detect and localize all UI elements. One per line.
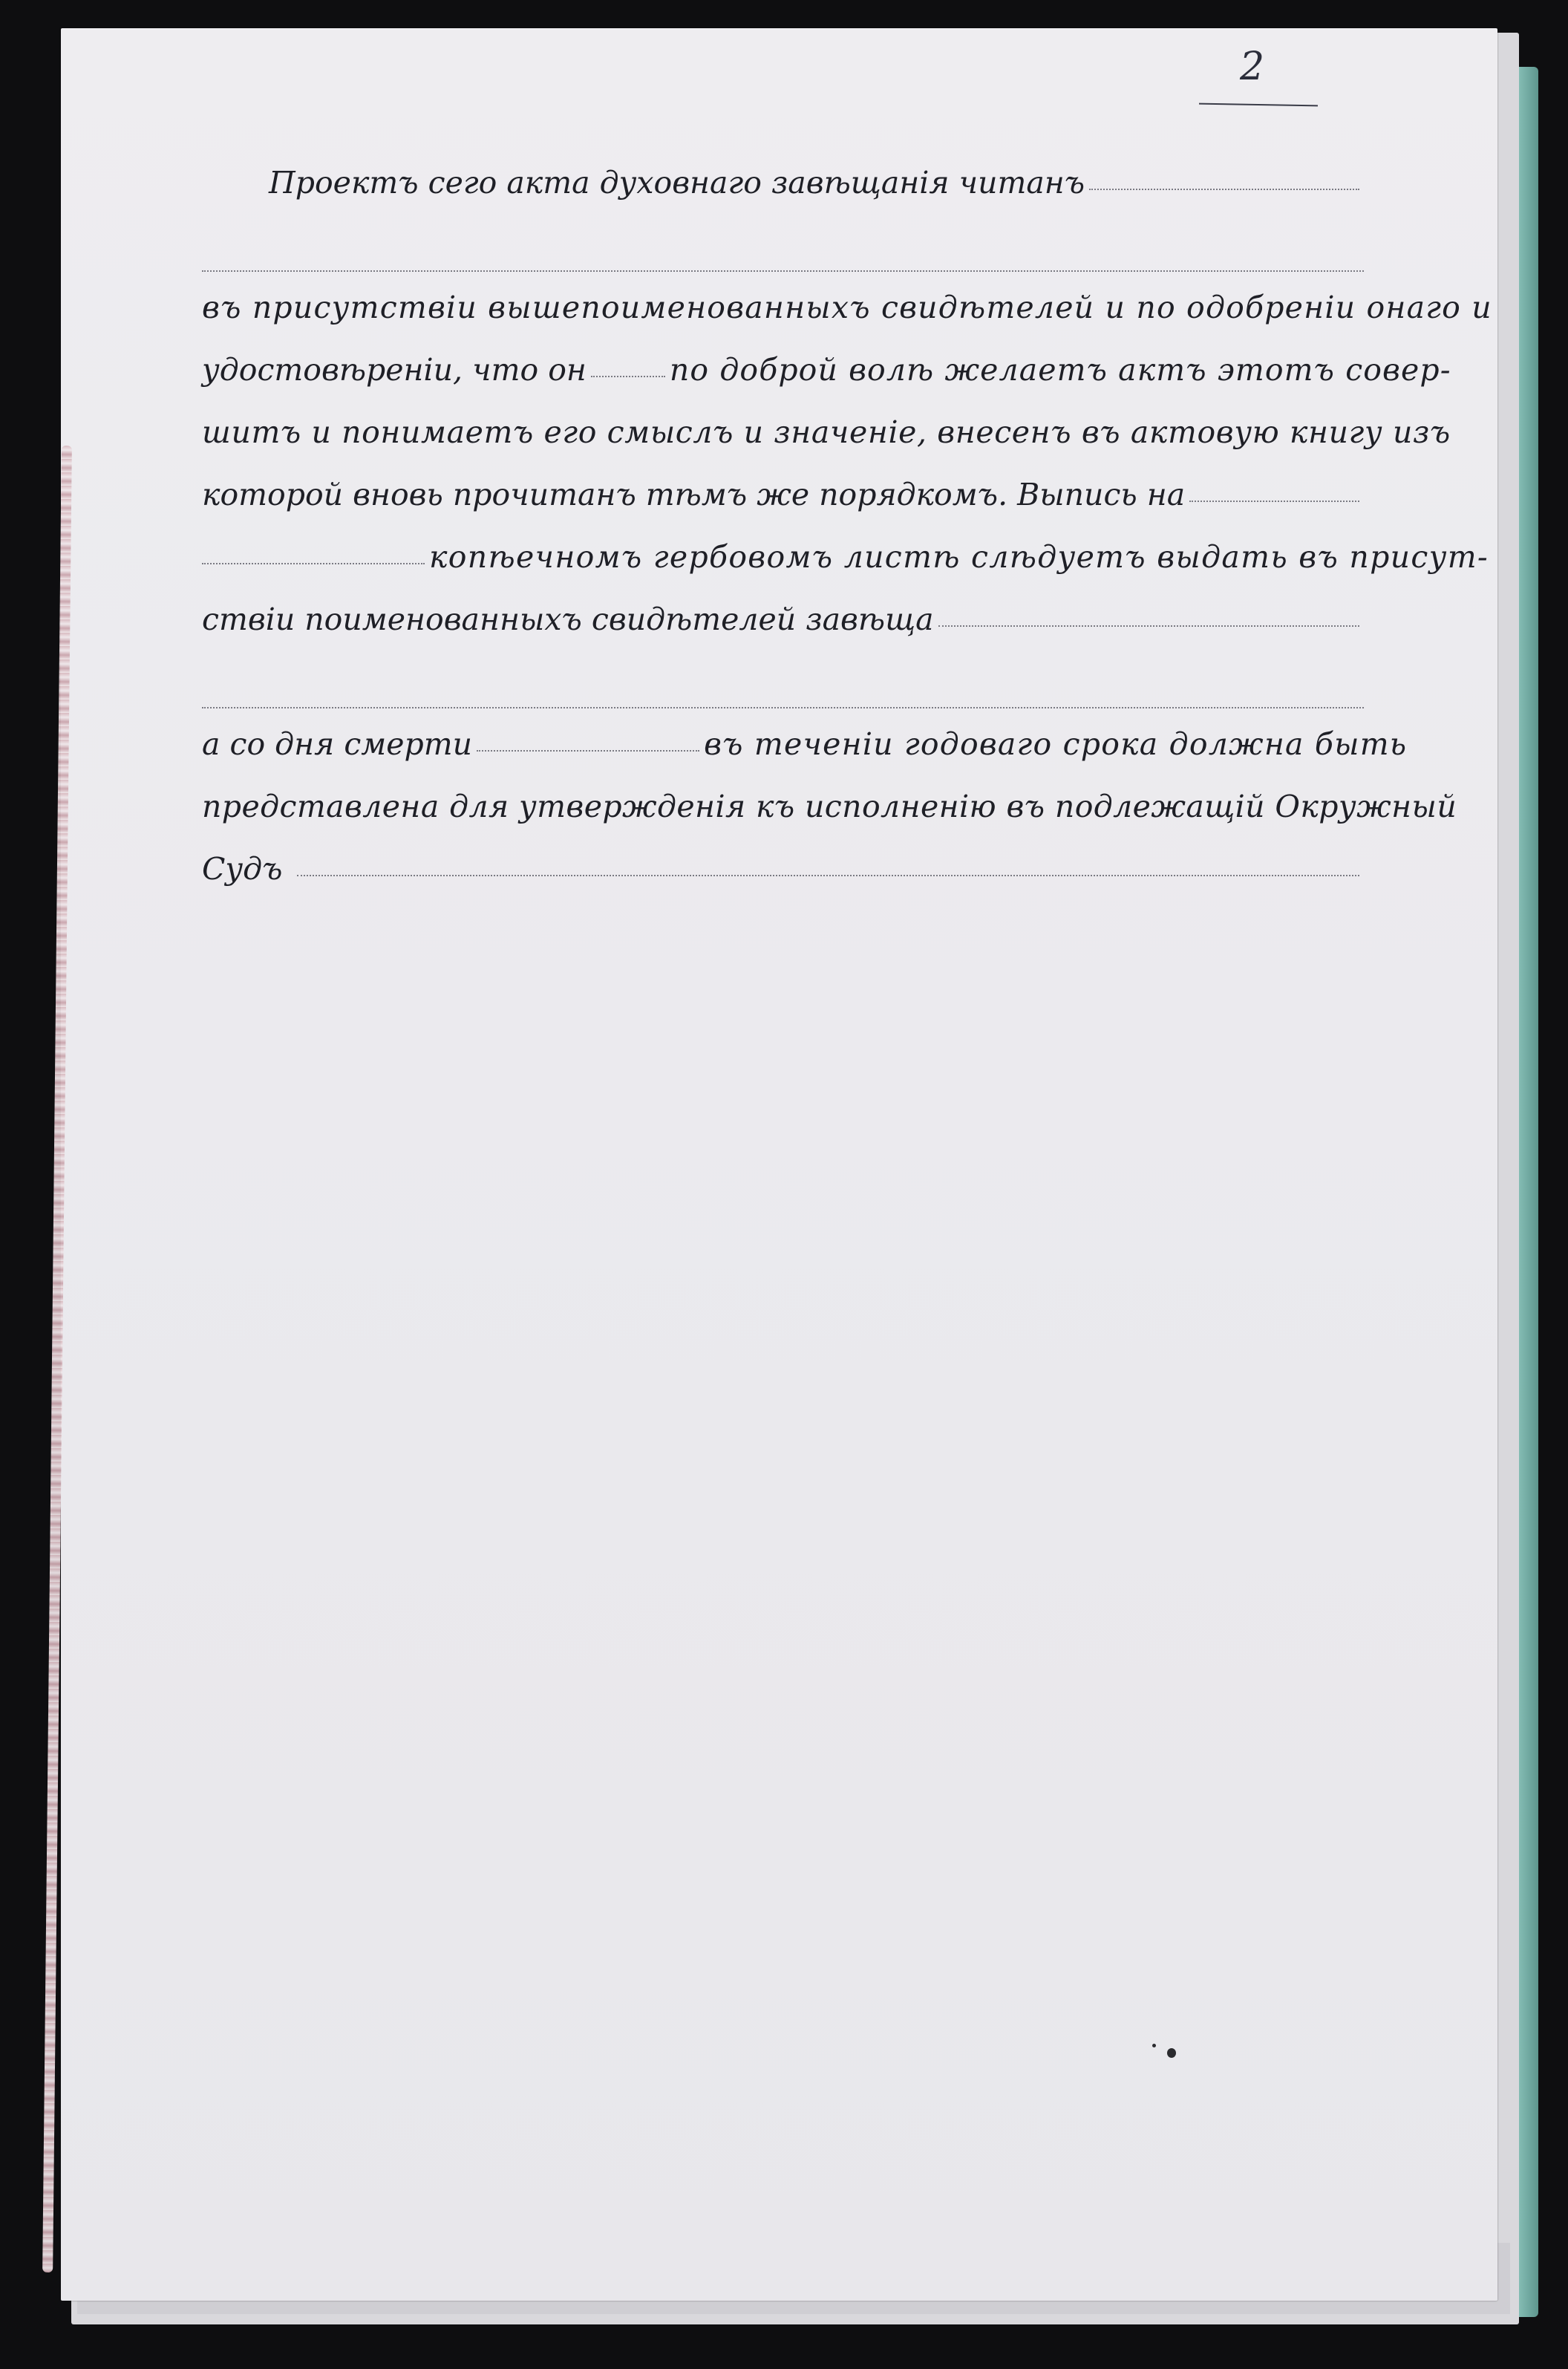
fill-in-blank[interactable] <box>1089 189 1359 190</box>
fill-in-blank[interactable] <box>591 376 665 377</box>
form-line-10 <box>202 726 1408 789</box>
form-line-8-text: ствіи поименованныхъ свидѣтелей завѣща <box>202 602 934 637</box>
form-line-4-before: удостовѣреніи, что он <box>202 352 587 388</box>
form-line-2-blank[interactable] <box>202 227 1364 290</box>
form-line-6-text: которой вновь прочитанъ тѣмъ же порядкомъ. Выпись на <box>202 477 1186 512</box>
ink-speck <box>1167 2048 1176 2058</box>
form-line-11-text: представлена для утвержденія къ исполненію въ подлежащій Окружный <box>202 789 1457 824</box>
fill-in-blank[interactable] <box>202 270 1364 272</box>
ink-speck <box>1152 2044 1156 2047</box>
form-text <box>202 165 1492 913</box>
form-line-12 <box>202 851 1364 913</box>
form-line-9-blank[interactable] <box>202 664 1364 726</box>
form-line-10-after: въ теченіи годоваго срока должна быть <box>704 726 1408 762</box>
form-line-10-before: а со дня смерти <box>202 726 473 762</box>
fill-in-blank[interactable] <box>297 875 1359 876</box>
form-line-7-text: копѣечномъ гербовомъ листѣ слѣдуетъ выдать въ присут- <box>429 539 1489 575</box>
form-line-4-after: по доброй волѣ желаетъ актъ этотъ совер- <box>669 352 1451 388</box>
form-line-5-text: шитъ и понимаетъ его смыслъ и значеніе, внесенъ въ актовую книгу изъ <box>202 414 1451 450</box>
fill-in-blank[interactable] <box>938 625 1359 627</box>
form-line-11 <box>202 789 1457 851</box>
form-line-5 <box>202 414 1451 477</box>
form-line-3 <box>202 290 1492 352</box>
fill-in-blank[interactable] <box>477 750 699 752</box>
form-line-12-text: Судъ <box>202 851 283 887</box>
fill-in-blank[interactable] <box>202 563 425 564</box>
form-line-1-text: Проектъ сего акта духовнаго завѣщанія читанъ <box>269 165 1085 201</box>
form-line-1 <box>202 165 1364 227</box>
fill-in-blank[interactable] <box>1189 501 1359 502</box>
form-line-7 <box>202 539 1489 602</box>
page-number: 2 <box>1240 45 1265 89</box>
fill-in-blank[interactable] <box>202 707 1364 708</box>
form-line-4 <box>202 352 1451 414</box>
form-line-3-text: въ присутствіи вышепоименованныхъ свидѣтелей и по одобреніи онаго и <box>202 290 1492 325</box>
form-line-8 <box>202 602 1364 664</box>
form-line-6 <box>202 477 1364 539</box>
